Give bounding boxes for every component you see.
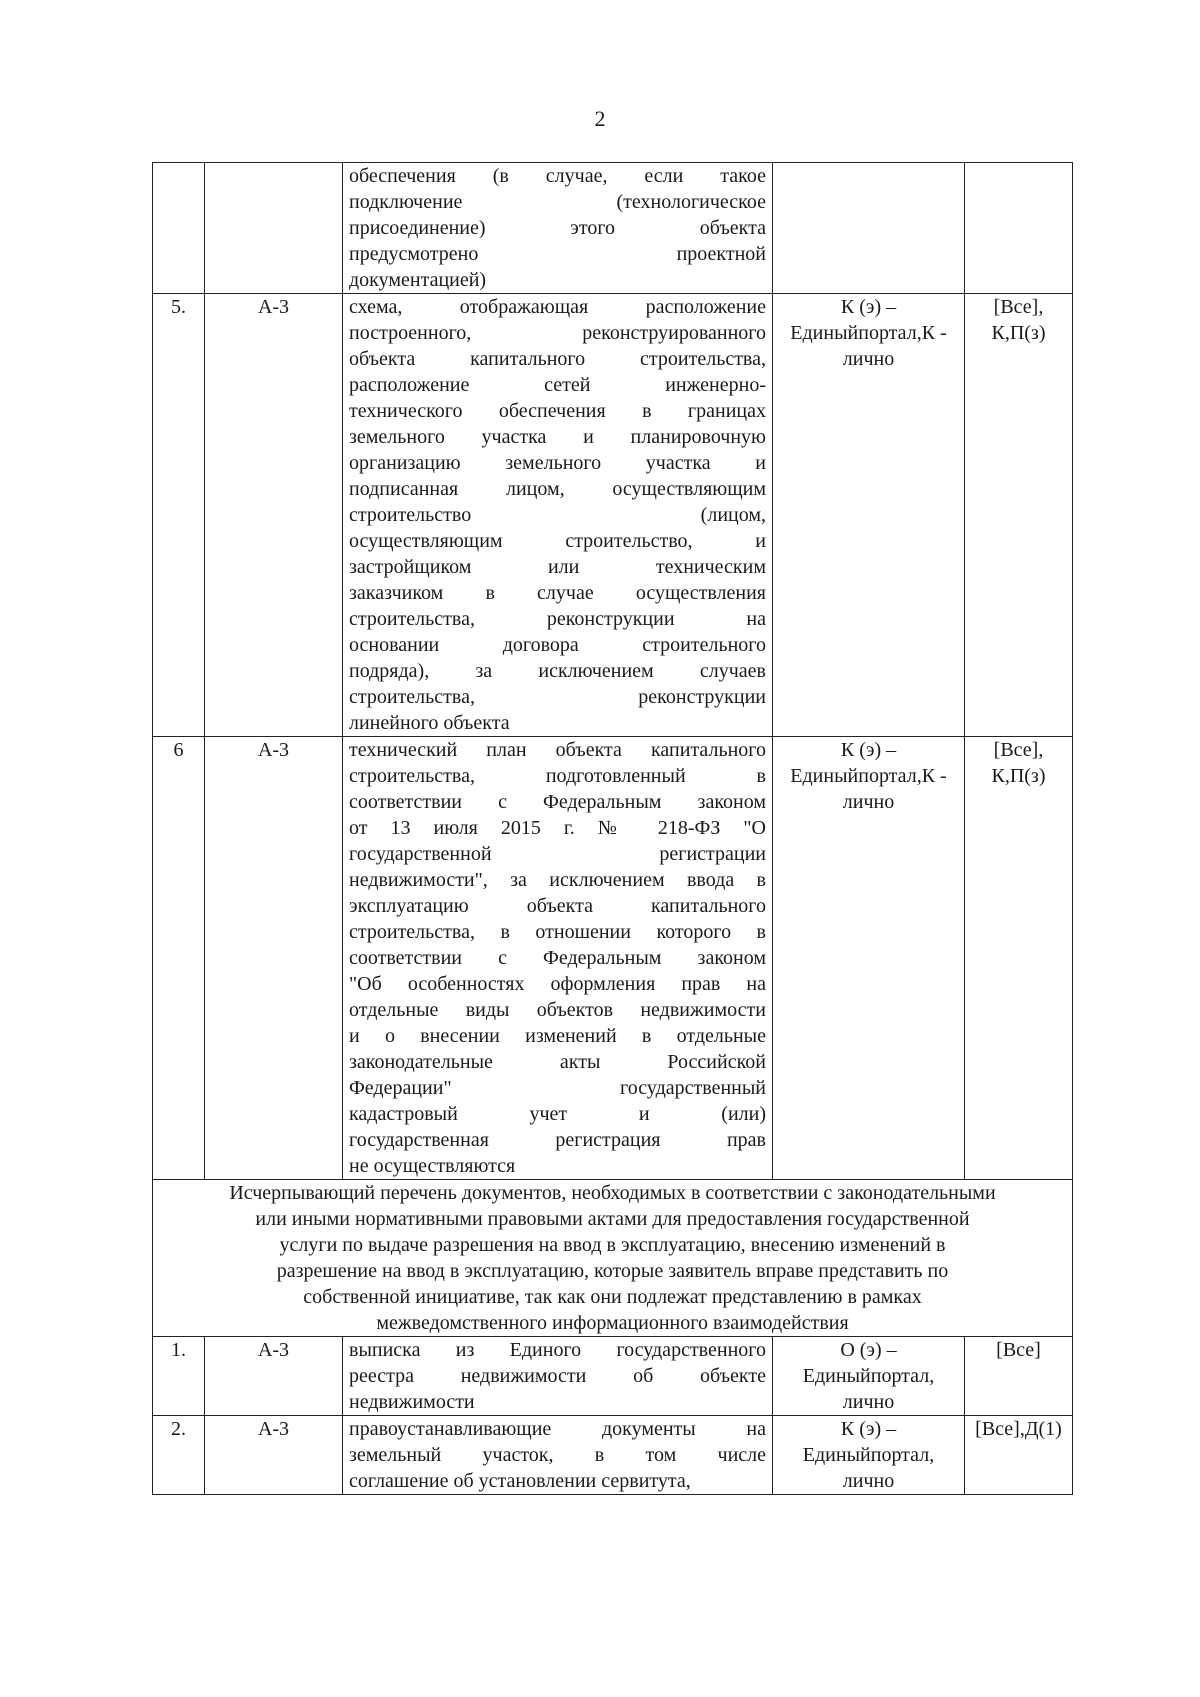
row-status	[965, 1416, 1073, 1495]
description-line: технический план объекта капитального	[349, 739, 766, 761]
status-line: П(з)	[1009, 322, 1046, 344]
table-row	[153, 294, 1073, 737]
description-line: строительства, реконструкции	[349, 686, 766, 708]
row-status	[965, 163, 1073, 294]
description-line: строительства, подготовленный в	[349, 765, 766, 787]
row-code: А-3	[205, 1416, 343, 1495]
section-header-row	[153, 1180, 1073, 1337]
description-line: подписанная лицом, осуществляющим	[349, 478, 766, 500]
description-line: и о внесении изменений в отдельные	[349, 1025, 766, 1047]
status-line: [Все]	[996, 1339, 1041, 1361]
description-line: предусмотрено проектной	[349, 243, 766, 265]
table-body-top	[153, 163, 1073, 1180]
section-header-line: услуги по выдаче разрешения на ввод в эксплуатацию, внесению изменений в	[279, 1234, 946, 1256]
status-line: Д(1)	[1024, 1418, 1062, 1440]
row-number: 6	[153, 737, 205, 1180]
description-line: подряда), за исключением случаев	[349, 660, 766, 682]
section-header-line: или иными нормативными правовыми актами для предоставления государственной	[255, 1208, 970, 1230]
description-line: земельного участка и планировочную	[349, 426, 766, 448]
description-line: подключение (технологическое	[349, 191, 766, 213]
row-code: А-3	[205, 737, 343, 1180]
table-row	[153, 1337, 1073, 1416]
description-line: кадастровый учет и (или)	[349, 1103, 766, 1125]
description-line: "Об особенностях оформления прав на	[349, 973, 766, 995]
row-number	[153, 163, 205, 294]
description-line: отдельные виды объектов недвижимости	[349, 999, 766, 1021]
submission-method-line: К - лично	[842, 765, 947, 813]
row-submission-method	[773, 1416, 965, 1495]
description-line: присоединение) этого объекта	[349, 217, 766, 239]
section-header-line: разрешение на ввод в эксплуатацию, которые заявитель вправе представить по	[276, 1260, 949, 1282]
row-submission-method	[773, 294, 965, 737]
description-line: объекта капитального строительства,	[349, 348, 766, 370]
row-number: 5.	[153, 294, 205, 737]
status-line: [Все], К,	[991, 296, 1044, 344]
description-line: схема, отображающая расположение	[349, 296, 766, 318]
row-description	[343, 294, 773, 737]
description-line: организацию земельного участка и	[349, 452, 766, 474]
section-header-line: Исчерпывающий перечень документов, необходимых в соответствии с законодательными	[229, 1182, 996, 1204]
description-line: недвижимости", за исключением ввода в	[349, 869, 766, 891]
row-submission-method	[773, 163, 965, 294]
status-line: П(з)	[1009, 765, 1046, 787]
description-line: от 13 июля 2015 г. № 218-ФЗ "О	[349, 817, 766, 839]
row-submission-method	[773, 1337, 965, 1416]
status-line: [Все],	[975, 1418, 1025, 1440]
description-line: технического обеспечения в границах	[349, 400, 766, 422]
submission-method-line: О (э) – Единый	[802, 1339, 897, 1387]
description-line: заказчиком в случае осуществления	[349, 582, 766, 604]
table-row	[153, 1416, 1073, 1495]
row-code: А-3	[205, 294, 343, 737]
submission-method-line: портал,	[858, 765, 922, 787]
page-number: 2	[594, 106, 606, 131]
table-row	[153, 163, 1073, 294]
description-line: обеспечения (в случае, если такое	[349, 165, 766, 187]
section-header-line: собственной инициативе, так как они подлежат представлению в рамках	[303, 1286, 922, 1308]
row-status	[965, 294, 1073, 737]
submission-method-line: портал, лично	[842, 1365, 935, 1413]
row-description	[343, 163, 773, 294]
submission-method-line: портал, лично	[842, 1444, 935, 1492]
description-line: правоустанавливающие документы на	[349, 1418, 766, 1440]
row-description	[343, 1416, 773, 1495]
description-line: соглашение об установлении сервитута,	[349, 1470, 691, 1492]
row-code	[205, 163, 343, 294]
description-line: строительство (лицом,	[349, 504, 766, 526]
description-line: строительства, в отношении которого в	[349, 921, 766, 943]
description-line: основании договора строительного	[349, 634, 766, 656]
description-line: эксплуатацию объекта капитального	[349, 895, 766, 917]
description-line: построенного, реконструированного	[349, 322, 766, 344]
section-header-body	[153, 1180, 1073, 1337]
row-status	[965, 737, 1073, 1180]
documents-table	[152, 162, 1073, 1495]
description-line: строительства, реконструкции на	[349, 608, 766, 630]
description-line: линейного объекта	[349, 712, 510, 734]
row-submission-method	[773, 737, 965, 1180]
submission-method-line: К (э) – Единый	[802, 1418, 897, 1466]
description-line: недвижимости	[349, 1391, 475, 1413]
description-line: не осуществляются	[349, 1155, 516, 1177]
description-line: выписка из Единого государственного	[349, 1339, 766, 1361]
description-line: законодательные акты Российской	[349, 1051, 766, 1073]
description-line: Федерации" государственный	[349, 1077, 766, 1099]
submission-method-line: К (э) – Единый	[790, 739, 897, 787]
submission-method-line: К - лично	[842, 322, 947, 370]
section-header-line: межведомственного информационного взаимодействия	[376, 1312, 849, 1334]
description-line: государственная регистрация прав	[349, 1129, 766, 1151]
row-code: А-3	[205, 1337, 343, 1416]
description-line: расположение сетей инженерно-	[349, 374, 766, 396]
status-line: [Все], К,	[991, 739, 1044, 787]
description-line: соответствии с Федеральным законом	[349, 791, 766, 813]
section-header	[153, 1180, 1073, 1337]
description-line: документацией)	[349, 269, 487, 291]
description-line: соответствии с Федеральным законом	[349, 947, 766, 969]
description-line: реестра недвижимости об объекте	[349, 1365, 766, 1387]
description-line: осуществляющим строительство, и	[349, 530, 766, 552]
submission-method-line: портал,	[858, 322, 922, 344]
row-status	[965, 1337, 1073, 1416]
submission-method-line: К (э) – Единый	[790, 296, 897, 344]
table-row	[153, 737, 1073, 1180]
description-line: застройщиком или техническим	[349, 556, 766, 578]
row-number: 2.	[153, 1416, 205, 1495]
description-line: государственной регистрации	[349, 843, 766, 865]
row-description	[343, 1337, 773, 1416]
table-body-bottom	[153, 1337, 1073, 1495]
row-number: 1.	[153, 1337, 205, 1416]
row-description	[343, 737, 773, 1180]
description-line: земельный участок, в том числе	[349, 1444, 766, 1466]
